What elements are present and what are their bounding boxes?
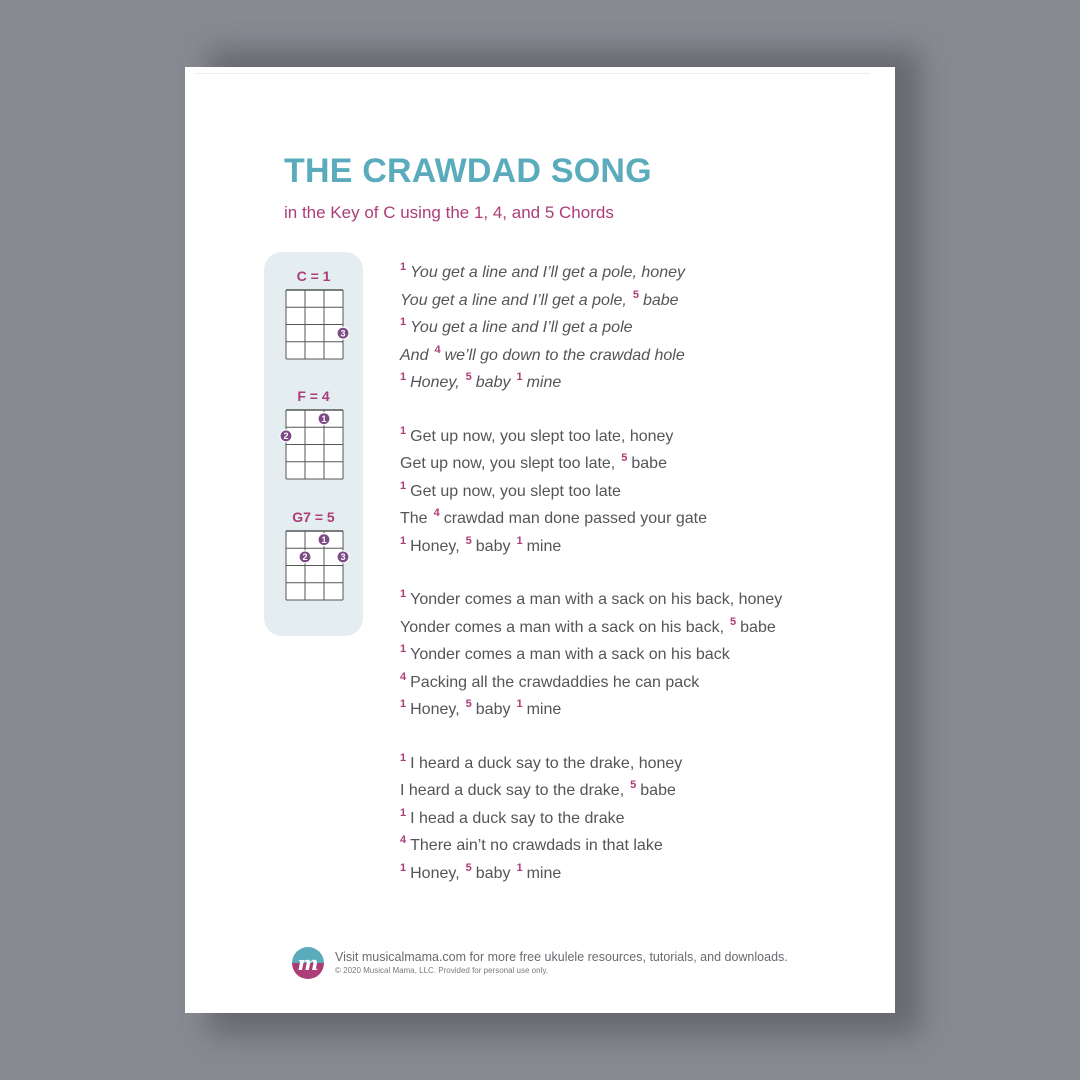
lyric-text: There ain’t no crawdads in that lake: [410, 837, 663, 854]
chord-marker: 5: [621, 452, 628, 464]
footer: [292, 946, 892, 986]
finger-number: 2: [302, 552, 308, 563]
lyric-text: baby: [475, 701, 511, 718]
lyric-line: [400, 369, 880, 397]
chord-marker: 4: [433, 507, 440, 519]
lyric-line: [400, 586, 880, 614]
lyric-text: crawdad man done passed your gate: [443, 510, 707, 527]
chord-marker: 4: [400, 834, 407, 846]
chord-marker: 1: [516, 371, 523, 383]
song-subtitle: in the Key of C using the 1, 4, and 5 Chords: [284, 203, 614, 222]
chord-marker: 4: [434, 343, 441, 356]
lyric-text: Get up now, you slept too late: [410, 482, 621, 500]
lyric-text: mine: [526, 537, 562, 555]
lyric-line: [400, 533, 880, 561]
lyric-text: Yonder comes a man with a sack on his back,: [400, 618, 725, 636]
lyric-line: [400, 750, 880, 778]
lyric-text: And: [400, 346, 429, 364]
lyric-line: [400, 832, 880, 860]
chord-name: C = 1: [296, 268, 331, 284]
chord-diagram-panel: [264, 252, 363, 636]
chord-marker: 1: [400, 371, 407, 383]
lyric-line: [400, 777, 880, 805]
chord-marker: 1: [400, 316, 407, 328]
lyric-text: I heard a duck say to the drake,: [400, 782, 625, 799]
lyric-text: baby: [475, 374, 511, 391]
verse: [400, 423, 880, 561]
chord-name: F = 4: [297, 388, 330, 404]
lyric-text: Honey,: [410, 864, 460, 882]
chord-marker: 5: [730, 615, 737, 628]
verse: [400, 259, 880, 397]
lyric-text: Get up now, you slept too late, honey: [410, 427, 674, 445]
lyric-line: [400, 423, 880, 451]
lyric-line: [400, 696, 880, 724]
lyric-line: [400, 641, 880, 669]
chord-marker: 1: [400, 424, 407, 437]
lyric-text: The: [400, 510, 428, 527]
lyric-text: Honey,: [410, 701, 460, 718]
chord-marker: 5: [632, 288, 639, 301]
lyric-line: [400, 860, 880, 888]
footer-copyright: © 2020 Musical Mama, LLC. Provided for personal use only.: [335, 966, 548, 975]
lyric-text: Packing all the crawdaddies he can pack: [410, 673, 700, 691]
top-rule: [195, 73, 870, 74]
lyric-text: baby: [475, 864, 511, 882]
finger-number: 3: [340, 328, 346, 339]
lyric-line: [400, 478, 880, 506]
chord-marker: 1: [516, 861, 523, 874]
lyric-line: [400, 259, 880, 287]
chord-marker: 1: [400, 643, 407, 655]
chord-marker: 1: [400, 698, 407, 710]
lyric-line: [400, 314, 880, 342]
chord-marker: 1: [400, 534, 407, 547]
lyric-text: babe: [631, 455, 667, 472]
chord-marker: 1: [516, 698, 523, 710]
lyric-text: Get up now, you slept too late,: [400, 455, 616, 472]
lyric-text: Yonder comes a man with a sack on his back: [410, 646, 730, 663]
lyric-text: baby: [475, 537, 511, 555]
lyric-text: I head a duck say to the drake: [410, 809, 625, 827]
lyric-line: [400, 287, 880, 315]
chord-grid-c: [276, 288, 351, 363]
chord-name: G7 = 5: [292, 509, 335, 525]
chord-marker: 5: [630, 779, 637, 791]
finger-number: 2: [283, 431, 289, 442]
chord-marker: 5: [465, 861, 472, 874]
song-sheet-page: [185, 67, 895, 1013]
chord-marker: 5: [465, 371, 472, 383]
lyric-line: [400, 669, 880, 697]
chord-marker: 4: [400, 670, 407, 683]
chord-marker: 1: [400, 861, 407, 874]
lyric-text: babe: [642, 291, 679, 309]
lyric-text: babe: [740, 618, 776, 636]
lyric-line: [400, 805, 880, 833]
lyric-text: Yonder comes a man with a sack on his back, honey: [410, 591, 783, 608]
finger-number: 3: [340, 552, 346, 563]
footer-link-text[interactable]: Visit musicalmama.com for more free ukulele resources, tutorials, and downloads.: [335, 950, 788, 964]
finger-number: 1: [321, 534, 327, 545]
lyric-text: mine: [526, 701, 562, 718]
chord-grid-f: [276, 408, 351, 483]
lyric-text: You get a line and I’ll get a pole: [410, 319, 633, 336]
lyric-line: [400, 450, 880, 478]
verse: [400, 750, 880, 888]
lyric-text: I heard a duck say to the drake, honey: [410, 754, 683, 772]
chord-marker: 1: [400, 588, 407, 600]
song-title: THE CRAWDAD SONG: [284, 152, 652, 190]
lyric-line: [400, 505, 880, 533]
chord-marker: 5: [465, 698, 472, 710]
chord-marker: 1: [400, 261, 407, 273]
lyric-text: Honey,: [410, 374, 460, 391]
lyric-line: [400, 342, 880, 370]
lyrics: [400, 259, 880, 913]
lyric-text: You get a line and I’ll get a pole,: [400, 291, 627, 309]
chord-marker: 1: [400, 479, 407, 492]
musical-mama-logo: [292, 947, 324, 979]
lyric-text: we’ll go down to the crawdad hole: [444, 346, 685, 364]
chord-marker: 5: [465, 534, 472, 547]
lyric-text: Honey,: [410, 537, 460, 555]
verse: [400, 586, 880, 724]
lyric-text: mine: [526, 864, 562, 882]
lyric-line: [400, 614, 880, 642]
lyric-text: You get a line and I’ll get a pole, honey: [410, 264, 685, 281]
chord-grid-g7: [276, 529, 351, 604]
chord-marker: 1: [516, 534, 523, 547]
chord-marker: 1: [400, 751, 407, 764]
logo-letter: m: [297, 951, 319, 975]
finger-number: 1: [321, 413, 327, 424]
lyric-text: babe: [640, 782, 676, 799]
chord-marker: 1: [400, 806, 407, 819]
lyric-text: mine: [526, 374, 562, 391]
